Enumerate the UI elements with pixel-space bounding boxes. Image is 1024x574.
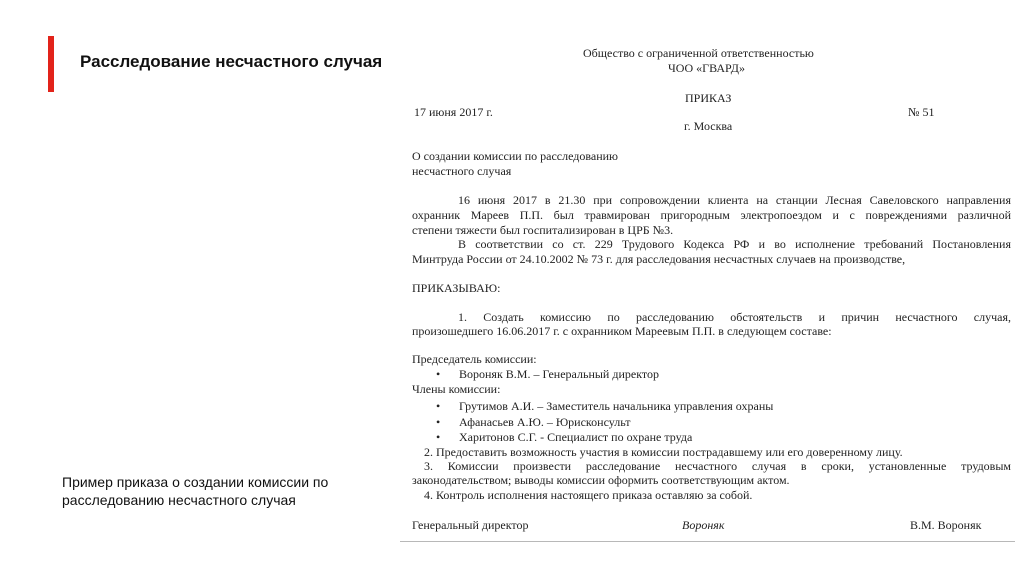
bullet-icon: • xyxy=(436,430,441,444)
member-item: Афанасьев А.Ю. – Юрисконсульт xyxy=(459,415,631,429)
accent-bar xyxy=(48,36,54,92)
order-document xyxy=(400,38,1015,543)
doc-city: г. Москва xyxy=(684,119,733,133)
signer-title: Генеральный директор xyxy=(412,518,529,532)
doc-number: № 51 xyxy=(908,105,935,119)
bullet-icon: • xyxy=(436,367,441,381)
org-line-1: Общество с ограниченной ответственностью xyxy=(583,46,814,60)
divider xyxy=(400,541,1015,542)
para1-line-3: степени тяжести был госпитализирован в ЦРБ №3. xyxy=(412,223,674,237)
chair-label: Председатель комиссии: xyxy=(412,352,537,366)
para2-line-2: Минтруда России от 24.10.2002 № 73 г. для расследования несчастных случаев на производстве, xyxy=(412,252,906,266)
slide-caption: Пример приказа о создании комиссии по расследованию несчастного случая xyxy=(62,474,329,508)
item3-line-1: 3. Комиссии произвести расследование несчастного случая в сроки, установленные трудовым xyxy=(424,459,1011,473)
signature: Вороняк xyxy=(682,518,725,532)
subject-line-2: несчастного случая xyxy=(412,164,512,178)
signer-name: В.М. Вороняк xyxy=(910,518,982,532)
subject-line-1: О создании комиссии по расследованию xyxy=(412,149,619,163)
bullet-icon: • xyxy=(436,415,441,429)
members-label: Члены комиссии: xyxy=(412,382,501,396)
member-item: Грутимов А.И. – Заместитель начальника управления охраны xyxy=(459,399,774,413)
org-line-2: ЧОО «ГВАРД» xyxy=(668,61,745,75)
item3-line-2: законодательством; выводы комиссии оформить соответствующим актом. xyxy=(412,473,790,487)
item1-line-1: 1. Создать комиссию по расследованию обстоятельств и причин несчастного случая, xyxy=(458,310,1011,324)
para1-line-2: охранник Мареев П.П. был травмирован пригородным электропоездом и с повреждениями различной xyxy=(412,208,1011,222)
para2-line-1: В соответствии со ст. 229 Трудового Кодекса РФ и во исполнение требований Постановления xyxy=(458,237,1011,251)
doc-type: ПРИКАЗ xyxy=(685,91,732,105)
member-item: Харитонов С.Г. - Специалист по охране труда xyxy=(459,430,693,444)
item2: 2. Предоставить возможность участия в комиссии пострадавшему или его доверенному лицу. xyxy=(424,445,903,459)
para1-line-1: 16 июня 2017 в 21.30 при сопровождении клиента на станции Лесная Савеловского направления xyxy=(458,193,1011,207)
chair-item: Вороняк В.М. – Генеральный директор xyxy=(459,367,659,381)
slide-title: Расследование несчастного случая xyxy=(80,52,383,71)
item1-line-2: произошедшего 16.06.2017 г. с охранником Мареевым П.П. в следующем составе: xyxy=(412,324,832,338)
bullet-icon: • xyxy=(436,399,441,413)
doc-date: 17 июня 2017 г. xyxy=(414,105,493,119)
item4: 4. Контроль исполнения настоящего приказа оставляю за собой. xyxy=(424,488,753,502)
order-word: ПРИКАЗЫВАЮ: xyxy=(412,281,501,295)
